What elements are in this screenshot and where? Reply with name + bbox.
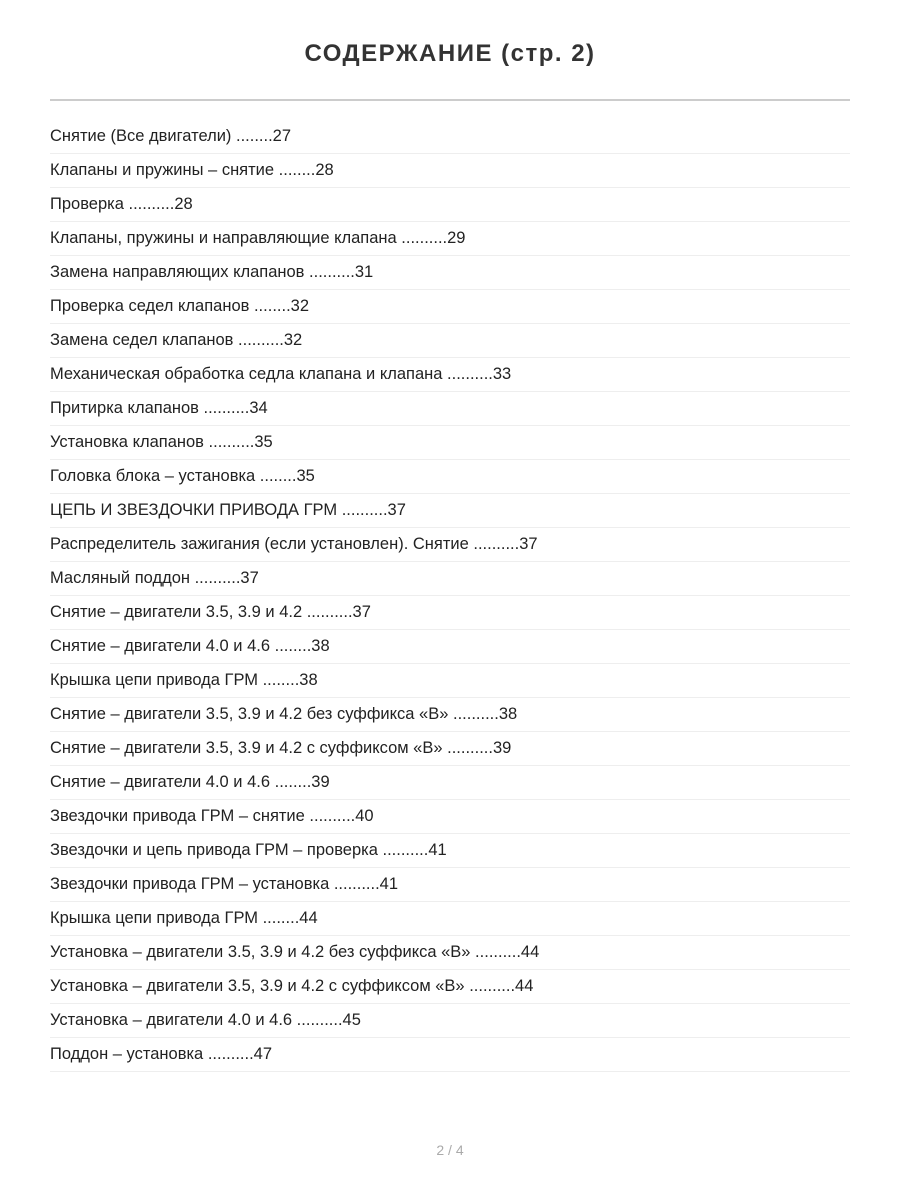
toc-entry[interactable]: Замена направляющих клапанов ..........31 [50,256,850,290]
toc-section-heading[interactable]: ЦЕПЬ И ЗВЕЗДОЧКИ ПРИВОДА ГРМ ..........37 [50,494,850,528]
toc-entry[interactable]: Снятие (Все двигатели) ........27 [50,120,850,154]
toc-entry[interactable]: Снятие – двигатели 3.5, 3.9 и 4.2 с суффиксом «В» ..........39 [50,732,850,766]
page-title: СОДЕРЖАНИЕ (стр. 2) [304,40,596,67]
toc-entry[interactable]: Масляный поддон ..........37 [50,562,850,596]
toc-entry[interactable]: Звездочки привода ГРМ – установка ..........41 [50,868,850,902]
toc-entry[interactable]: Проверка ..........28 [50,188,850,222]
toc-entry[interactable]: Крышка цепи привода ГРМ ........38 [50,664,850,698]
toc-entry[interactable]: Звездочки и цепь привода ГРМ – проверка ..........41 [50,834,850,868]
toc-entry[interactable]: Установка – двигатели 4.0 и 4.6 ..........45 [50,1004,850,1038]
toc-entry[interactable]: Звездочки привода ГРМ – снятие ..........40 [50,800,850,834]
toc-entry[interactable]: Снятие – двигатели 3.5, 3.9 и 4.2 без суффикса «В» ..........38 [50,698,850,732]
toc-entry[interactable]: Проверка седел клапанов ........32 [50,290,850,324]
toc-entry[interactable]: Клапаны и пружины – снятие ........28 [50,154,850,188]
table-of-contents [50,120,850,1072]
toc-entry[interactable]: Снятие – двигатели 4.0 и 4.6 ........39 [50,766,850,800]
toc-entry[interactable]: Снятие – двигатели 4.0 и 4.6 ........38 [50,630,850,664]
title-divider [50,99,850,101]
toc-entry[interactable]: Крышка цепи привода ГРМ ........44 [50,902,850,936]
toc-entry[interactable]: Головка блока – установка ........35 [50,460,850,494]
toc-entry[interactable]: Замена седел клапанов ..........32 [50,324,850,358]
toc-entry[interactable]: Распределитель зажигания (если установлен). Снятие ..........37 [50,528,850,562]
toc-entry[interactable]: Притирка клапанов ..........34 [50,392,850,426]
toc-entry[interactable]: Поддон – установка ..........47 [50,1038,850,1072]
toc-entry[interactable]: Снятие – двигатели 3.5, 3.9 и 4.2 ..........37 [50,596,850,630]
toc-entry[interactable]: Установка – двигатели 3.5, 3.9 и 4.2 без суффикса «В» ..........44 [50,936,850,970]
page-number: 2 / 4 [436,1142,464,1158]
toc-entry[interactable]: Установка – двигатели 3.5, 3.9 и 4.2 с суффиксом «В» ..........44 [50,970,850,1004]
toc-entry[interactable]: Механическая обработка седла клапана и клапана ..........33 [50,358,850,392]
toc-entry[interactable]: Клапаны, пружины и направляющие клапана ..........29 [50,222,850,256]
toc-entry[interactable]: Установка клапанов ..........35 [50,426,850,460]
